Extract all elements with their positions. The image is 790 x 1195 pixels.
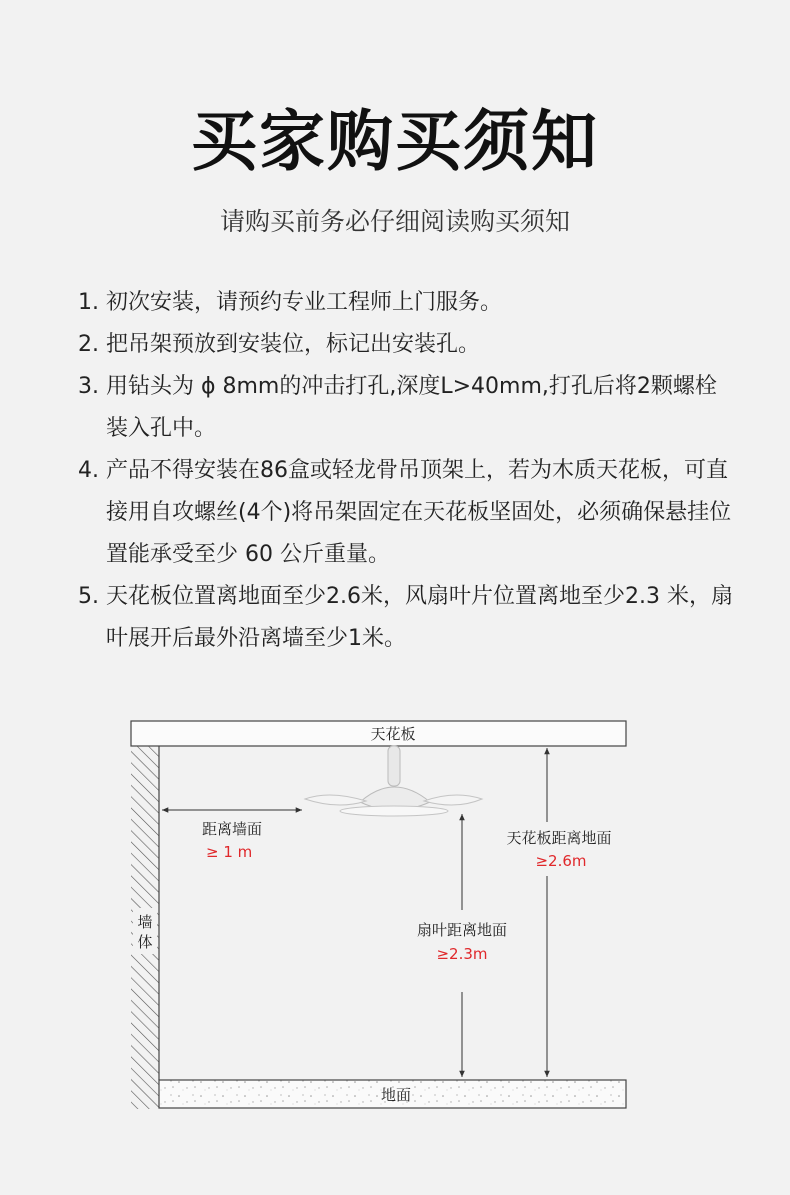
note-number: 4. [78,458,99,483]
ceiling-height-label: 天花板距离地面 [506,829,612,847]
note-text: 初次安装，请预约专业工程师上门服务。 [106,290,503,315]
note-number: 5. [78,584,99,609]
ceiling-height-value: ≥2.6m [535,852,587,870]
note-text: 产品不得安装在86盒或轻龙骨吊顶架上，若为木质天花板，可直接用自攻螺丝(4个)将吊架固定在天花板坚固处，必须确保悬挂位置能承受至少 60 公斤重量。 [106,458,732,567]
wall-distance-label: 距离墙面 [202,820,263,838]
installation-diagram [0,700,790,1120]
note-text: 把吊架预放到安装位，标记出安装孔。 [106,332,481,357]
note-text: 用钻头为 ϕ 8mm的冲击打孔,深度L>40mm,打孔后将2颗螺栓装入孔中。 [106,374,717,441]
wall-label-char-2: 体 [137,933,153,951]
notes-list [78,282,738,660]
note-item [78,282,738,324]
blade-height-label: 扇叶距离地面 [416,921,508,939]
blade-height-value: ≥2.3m [436,945,488,963]
note-number: 1. [78,290,99,315]
wall-distance-value: ≥ 1 m [206,843,253,861]
note-number: 3. [78,374,99,399]
page-title: 买家购买须知 [191,103,599,180]
ceiling-fan-icon [305,746,482,816]
floor-label: 地面 [380,1086,412,1104]
wall-label-char-1: 墙 [137,913,153,931]
page-subtitle: 请购买前务必仔细阅读购买须知 [219,207,570,236]
note-item [78,450,738,576]
note-item [78,576,738,660]
note-item [78,324,738,366]
note-number: 2. [78,332,99,357]
note-text: 天花板位置离地面至少2.6米，风扇叶片位置离地至少2.3 米，扇叶展开后最外沿离墙至少1米。 [106,584,733,651]
ceiling-label: 天花板 [370,725,416,743]
note-item [78,366,738,450]
